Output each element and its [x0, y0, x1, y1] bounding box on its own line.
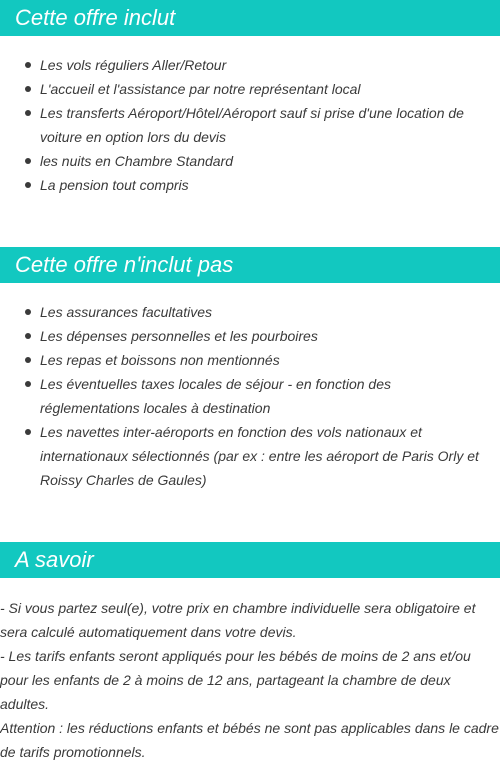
excludes-section-title: Cette offre n'inclut pas [0, 247, 500, 283]
a-savoir-text [0, 596, 500, 764]
a-savoir-paragraph: Attention : les réductions enfants et bébés ne sont pas applicables dans le cadre de tarifs promotionnels. [0, 720, 499, 760]
list-item: Les repas et boissons non mentionnés [0, 348, 500, 372]
a-savoir-paragraph: - Les tarifs enfants seront appliqués pour les bébés de moins de 2 ans et/ou pour les enfants de 2 à moins de 12 ans, partageant la chambre de deux adultes. [0, 648, 471, 712]
list-item: Les transferts Aéroport/Hôtel/Aéroport sauf si prise d'une location de voiture en option lors du devis [0, 101, 500, 149]
excludes-list [0, 300, 500, 492]
list-item: L'accueil et l'assistance par notre représentant local [0, 77, 500, 101]
includes-section-title: Cette offre inclut [0, 0, 500, 36]
a-savoir-section-title: A savoir [0, 542, 500, 578]
list-item: Les dépenses personnelles et les pourboires [0, 324, 500, 348]
list-item: Les assurances facultatives [0, 300, 500, 324]
list-item: les nuits en Chambre Standard [0, 149, 500, 173]
includes-list [0, 53, 500, 197]
list-item: Les vols réguliers Aller/Retour [0, 53, 500, 77]
list-item: Les éventuelles taxes locales de séjour - en fonction des réglementations locales à destination [0, 372, 500, 420]
list-item: Les navettes inter-aéroports en fonction des vols nationaux et internationaux sélectionnés (par ex : entre les aéroport de Paris Orly et Roissy Charles de Gaules) [0, 420, 500, 492]
a-savoir-paragraph: - Si vous partez seul(e), votre prix en chambre individuelle sera obligatoire et sera calculé automatiquement dans votre devis. [0, 600, 476, 640]
list-item: La pension tout compris [0, 173, 500, 197]
